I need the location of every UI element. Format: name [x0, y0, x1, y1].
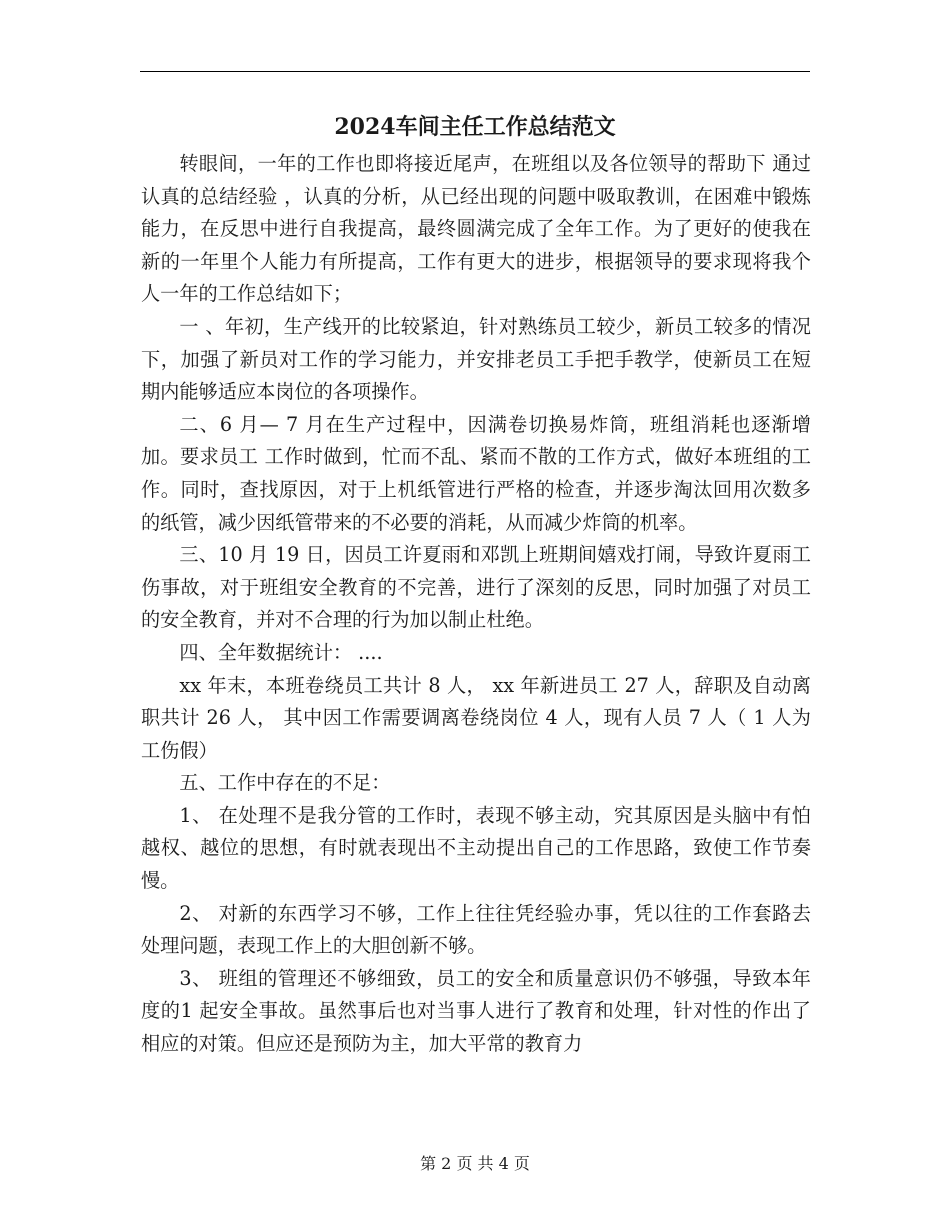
paragraph: xx 年末，本班卷绕员工共计 8 人， xx 年新进员工 27 人，辞职及自动离职共计 26 人， 其中因工作需要调离卷绕岗位 4 人，现有人员 7 人（ 1 人为工伤假）	[141, 673, 811, 762]
paragraph: 1、 在处理不是我分管的工作时，表现不够主动，究其原因是头脑中有怕越权、越位的思想，有时就表现出不主动提出自己的工作思路，致使工作节奏慢。	[141, 803, 811, 893]
document-title: 2024车间主任工作总结范文	[334, 114, 616, 140]
paragraph: 2、 对新的东西学习不够，工作上往往凭经验办事，凭以往的工作套路去处理问题，表现工作上的大胆创新不够。	[141, 901, 811, 958]
header-rule	[140, 71, 810, 72]
paragraph: 三、10 月 19 日，因员工许夏雨和邓凯上班期间嬉戏打闹，导致许夏雨工伤事故，对于班组安全教育的不完善，进行了深刻的反思，同时加强了对员工的安全教育，并对不合理的行为加以制止杜绝。	[141, 543, 811, 632]
document-body	[141, 148, 811, 1061]
page-footer: 第 2 页 共 4 页	[420, 1154, 530, 1173]
paragraph: 转眼间，一年的工作也即将接近尾声，在班组以及各位领导的帮助下 通过认真的总结经验 ，认真的分析，从已经出现的问题中吸取教训，在困难中锻炼能力，在反思中进行自我提高，最终圆满完成了全年工作。为了更好的使我在新的一年里个人能力有所提高，工作有更大的进步，根据领导的要求现将我个人一年的工作总结如下；	[141, 152, 811, 306]
paragraph: 3、 班组的管理还不够细致，员工的安全和质量意识仍不够强，导致本年度的1 起安全事故。虽然事后也对当事人进行了教育和处理，针对性的作出了相应的对策。但应还是预防为主，加大平常的教育力	[141, 966, 811, 1056]
paragraph: 五、工作中存在的不足：	[179, 771, 391, 795]
paragraph: 二、6 月— 7 月在生产过程中，因满卷切换易炸筒，班组消耗也逐渐增加。要求员工 工作时做到，忙而不乱、紧而不散的工作方式，做好本班组的工作。同时，查找原因，对于上机纸管进行严格的检查，并逐步淘汰回用次数多的纸管，减少因纸管带来的不必要的消耗，从而减少炸筒的机率。	[141, 412, 811, 534]
paragraph: 四、全年数据统计： ....	[179, 640, 383, 664]
paragraph: 一 、年初，生产线开的比较紧迫，针对熟练员工较少，新员工较多的情况下，加强了新员对工作的学习能力，并安排老员工手把手教学，使新员工在短期内能够适应本岗位的各项操作。	[141, 314, 811, 404]
